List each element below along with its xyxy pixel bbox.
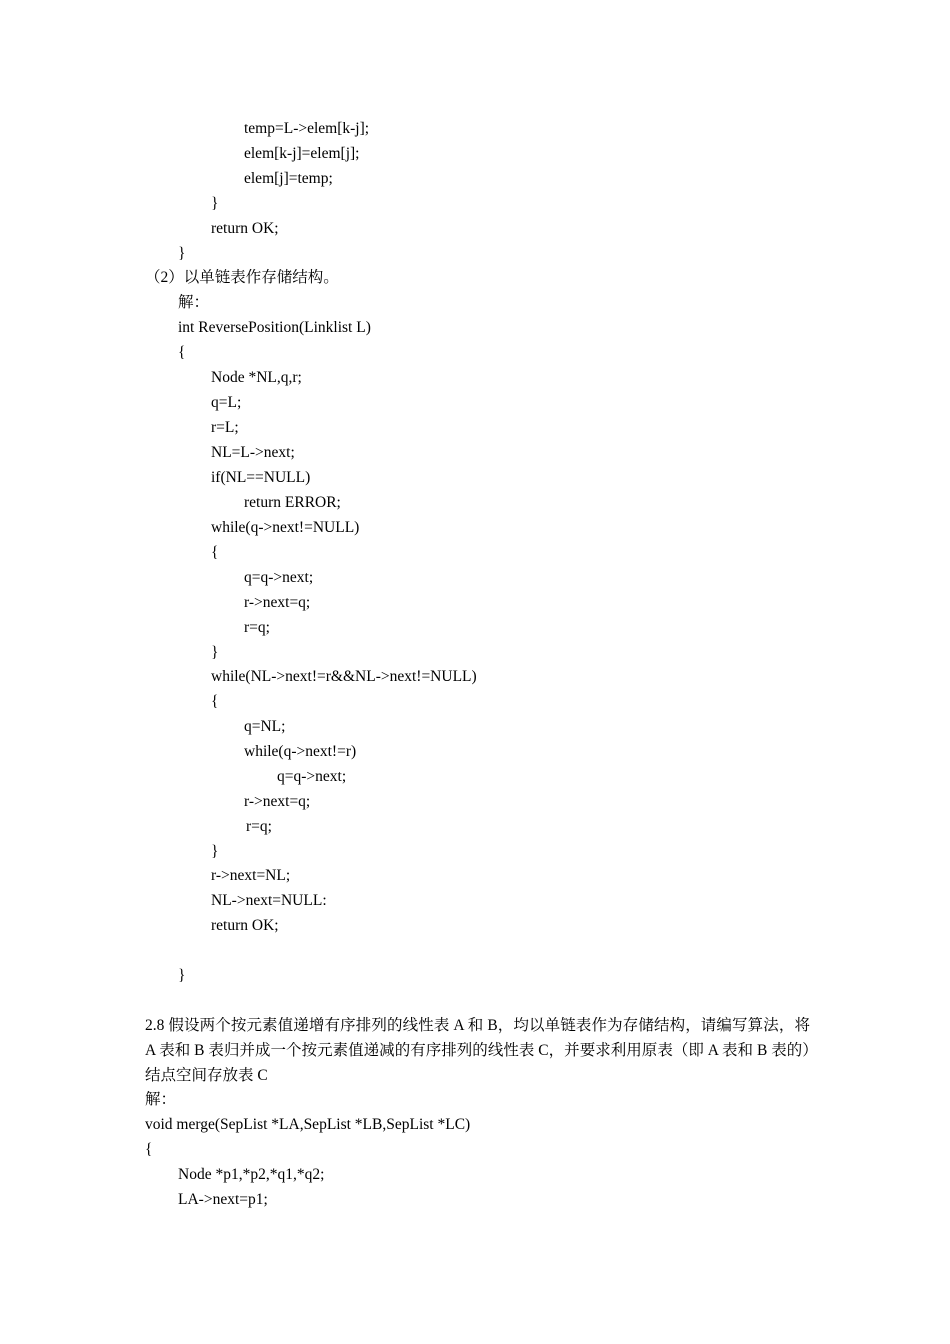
code-line: { bbox=[211, 693, 219, 710]
code-line: r=q; bbox=[246, 818, 272, 835]
code-line: NL->next=NULL: bbox=[211, 892, 327, 909]
code-line: Node *NL,q,r; bbox=[211, 369, 302, 386]
code-line: elem[j]=temp; bbox=[244, 170, 333, 187]
code-line: temp=L->elem[k-j]; bbox=[244, 120, 370, 137]
code-line: r=q; bbox=[244, 619, 270, 636]
code-line: q=q->next; bbox=[277, 768, 347, 785]
code-line: while(NL->next!=r&&NL->next!=NULL) bbox=[211, 668, 477, 685]
code-line: { bbox=[211, 544, 219, 561]
code-line: } bbox=[211, 195, 219, 212]
code-line: Node *p1,*p2,*q1,*q2; bbox=[178, 1166, 325, 1183]
code-line: q=NL; bbox=[244, 718, 286, 735]
code-line: elem[k-j]=elem[j]; bbox=[244, 145, 360, 162]
code-line: r->next=q; bbox=[244, 594, 311, 611]
code-line: r->next=NL; bbox=[211, 867, 291, 884]
code-line: if(NL==NULL) bbox=[211, 469, 311, 486]
subheading-2: （2）以单链表作存储结构。 bbox=[145, 269, 339, 286]
code-line: q=q->next; bbox=[244, 569, 314, 586]
question-2-8: 2.8 假设两个按元素值递增有序排列的线性表 A 和 B，均以单链表作为存储结构，请编写算法，将 A 表和 B 表归并成一个按元素值递减的有序排列的线性表 C，并要求利用原表（即 A 表和 B 表的）结点空间存放表 C bbox=[145, 1017, 810, 1084]
answer-label: 解： bbox=[178, 294, 210, 311]
code-line: { bbox=[178, 344, 186, 361]
code-line: LA->next=p1; bbox=[178, 1191, 268, 1208]
code-line: } bbox=[178, 967, 186, 984]
code-line: return OK; bbox=[211, 220, 279, 237]
code-line: while(q->next!=NULL) bbox=[211, 519, 360, 536]
code-line: return OK; bbox=[211, 917, 279, 934]
code-line: } bbox=[211, 843, 219, 860]
code-line: r=L; bbox=[211, 419, 239, 436]
code-line: q=L; bbox=[211, 394, 242, 411]
code-line: return ERROR; bbox=[244, 494, 341, 511]
code-line: NL=L->next; bbox=[211, 444, 295, 461]
code-line: r->next=q; bbox=[244, 793, 311, 810]
code-line: { bbox=[145, 1141, 153, 1158]
answer-label: 解： bbox=[145, 1091, 177, 1108]
code-line: int ReversePosition(Linklist L) bbox=[178, 319, 371, 336]
code-line: while(q->next!=r) bbox=[244, 743, 357, 760]
code-line: } bbox=[211, 644, 219, 661]
code-line: } bbox=[178, 245, 186, 262]
code-line: void merge(SepList *LA,SepList *LB,SepList *LC) bbox=[145, 1116, 471, 1133]
